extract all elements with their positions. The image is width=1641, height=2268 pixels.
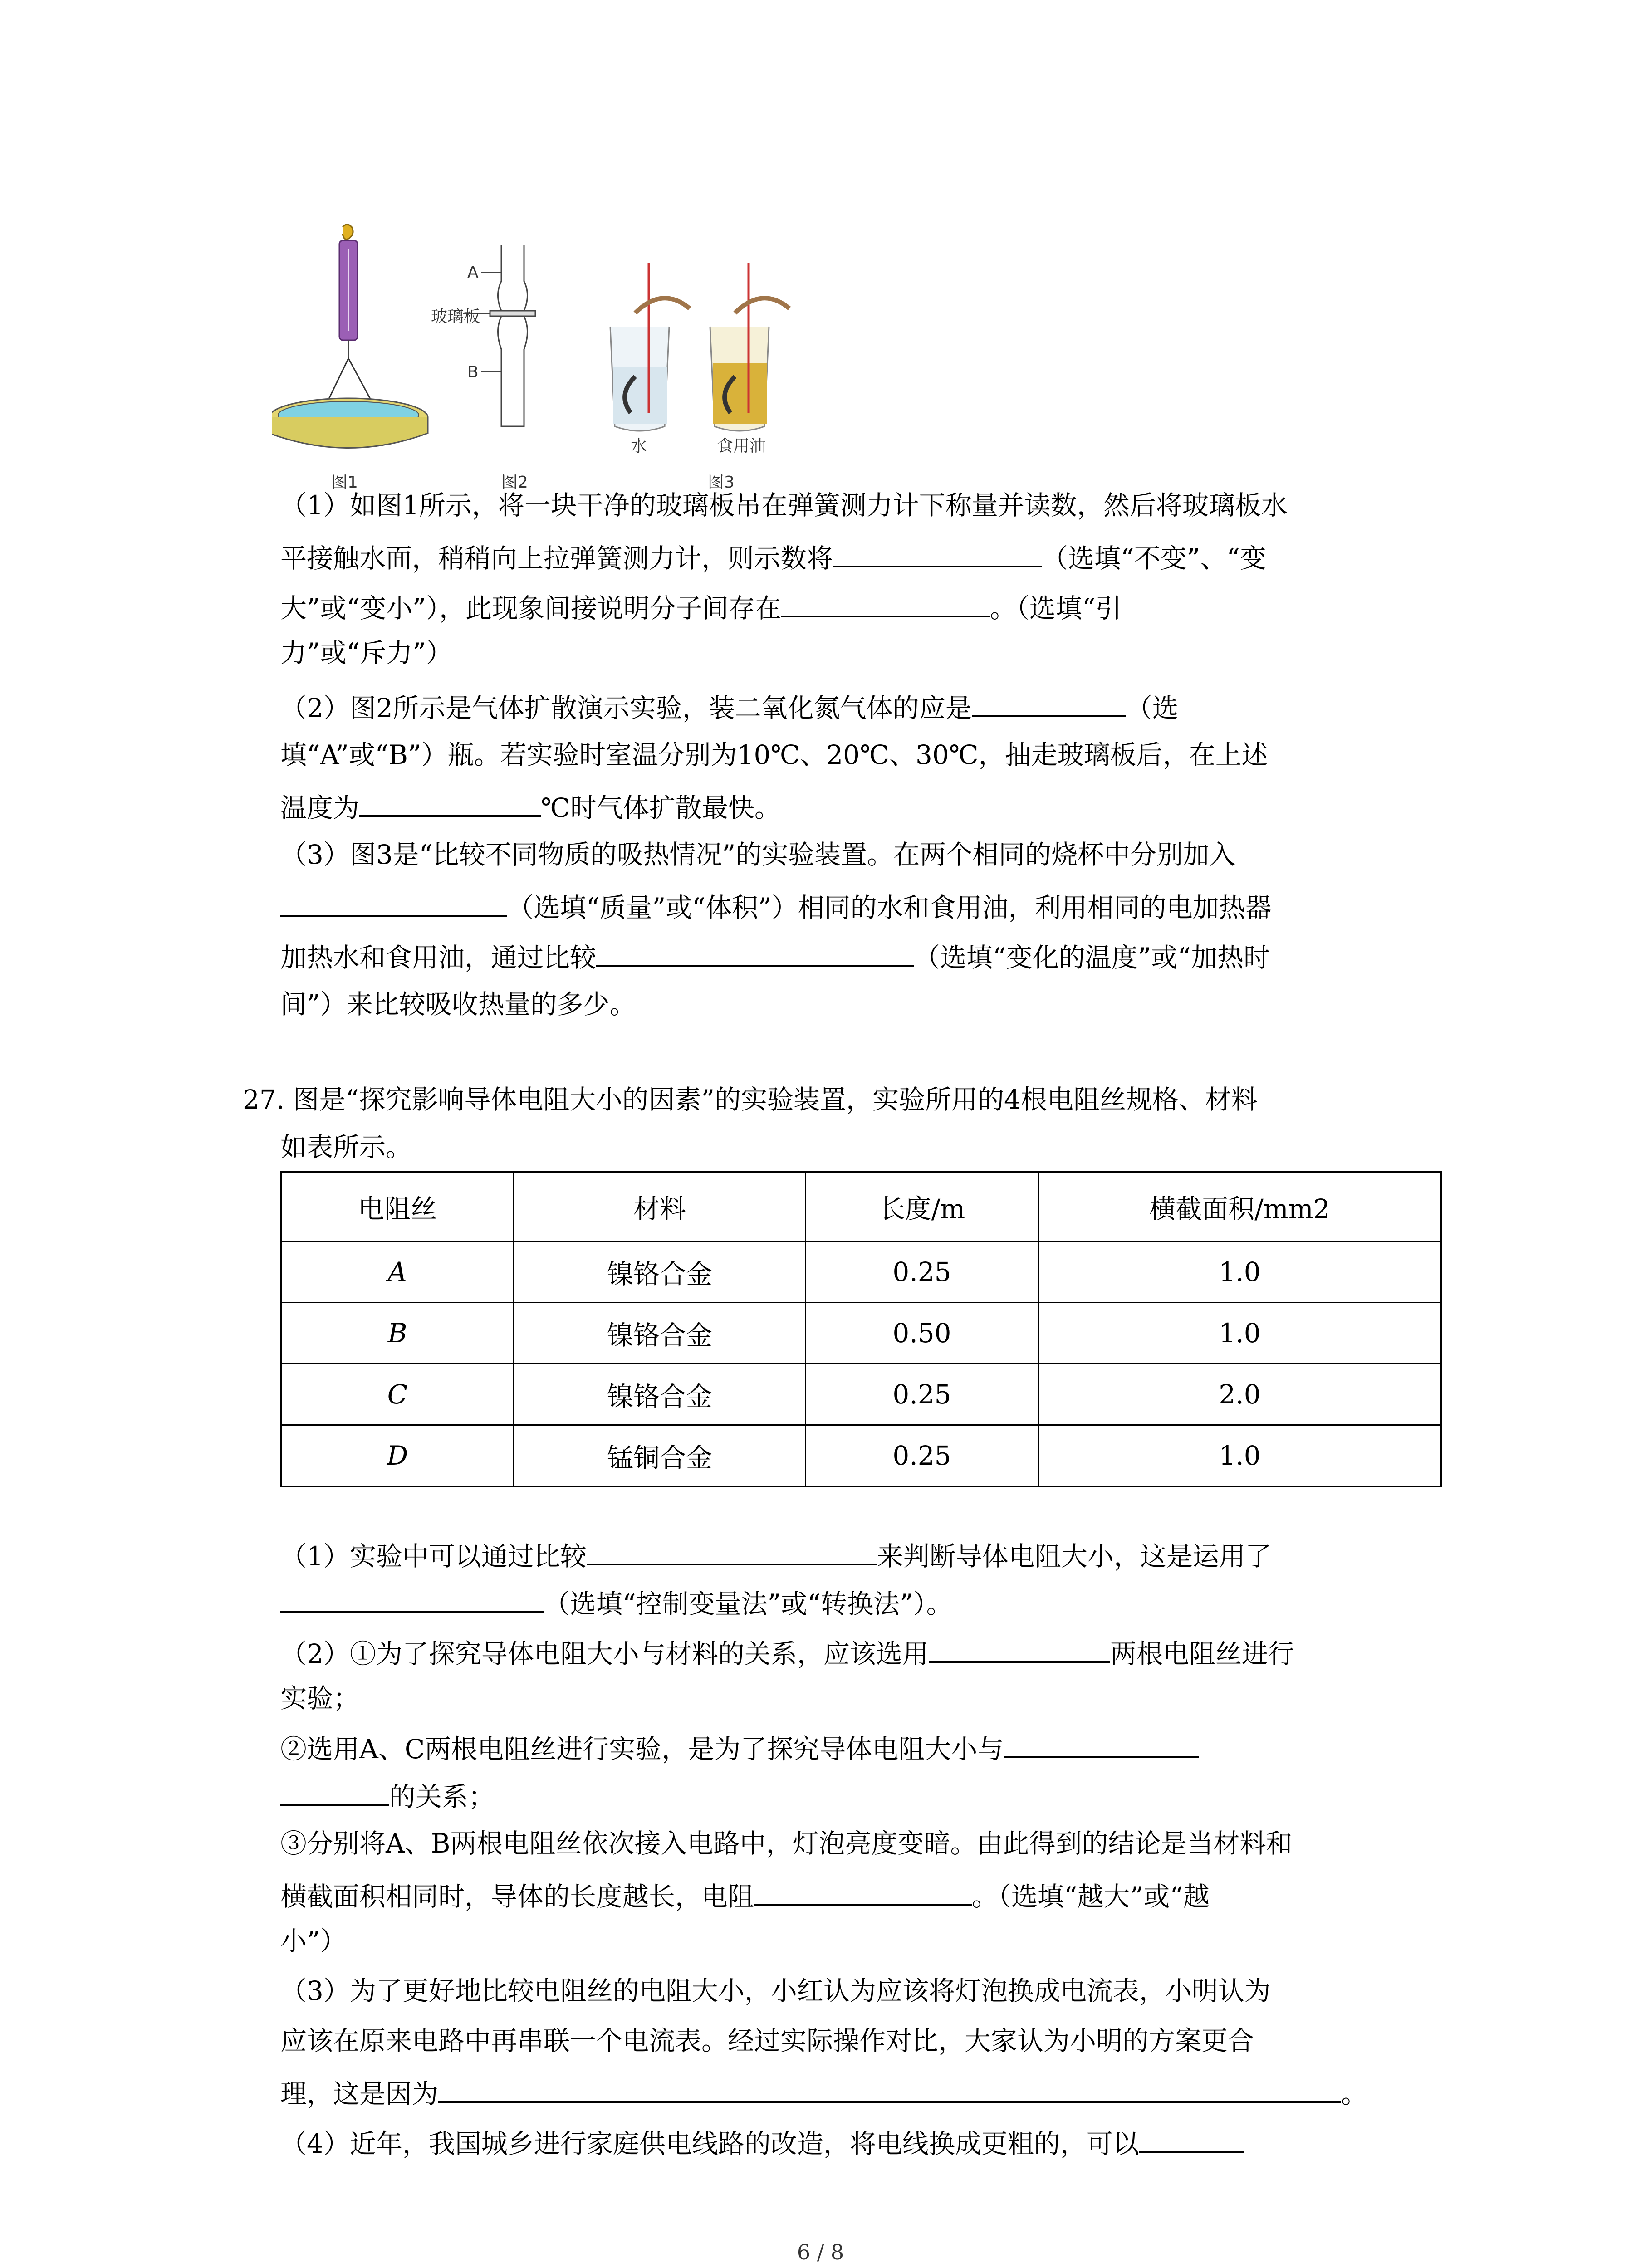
q27-line4: 实验； <box>280 1683 360 1714</box>
figures-row <box>272 222 862 499</box>
fig2-label-plate: 玻璃板 <box>431 308 480 326</box>
answer-blank[interactable] <box>280 1780 389 1806</box>
q26-p3-line2: （选填“质量”或“体积”）相同的水和食用油，利用相同的电加热器 <box>280 891 1272 921</box>
answer-blank[interactable] <box>587 1540 877 1565</box>
table-cell: D <box>281 1425 514 1486</box>
fig1-caption: 图1 <box>331 473 358 492</box>
table-row <box>281 1242 1441 1303</box>
q26-p1-line3: 大”或“变小”），此现象间接说明分子间存在 。（选填“引 <box>280 593 1122 624</box>
table-cell: 1.0 <box>1038 1242 1441 1303</box>
q27-line1: （1）实验中可以通过比较 来判断导体电阻大小，这是运用了 <box>280 1541 1272 1572</box>
answer-blank[interactable] <box>280 891 507 917</box>
table-cell: 0.25 <box>806 1425 1038 1486</box>
table-header-row <box>281 1172 1441 1242</box>
answer-blank[interactable] <box>1139 2127 1244 2153</box>
table-row <box>281 1425 1441 1486</box>
answer-blank[interactable] <box>972 692 1126 717</box>
table-header-cell: 电阻丝 <box>281 1172 514 1242</box>
q26-p2-line3: 温度为 ℃时气体扩散最快。 <box>280 792 781 823</box>
q27-line9: 小”） <box>280 1926 347 1956</box>
q27-intro-line1: 27. 图是“探究影响导体电阻大小的因素”的实验装置，实验所用的4根电阻丝规格、材料 <box>243 1084 1258 1115</box>
table-cell: 2.0 <box>1038 1364 1441 1425</box>
answer-blank[interactable] <box>280 1588 544 1613</box>
table-cell: B <box>281 1303 514 1364</box>
table-cell: 0.25 <box>806 1242 1038 1303</box>
table-header-cell: 横截面积/mm2 <box>1038 1172 1441 1242</box>
q27-line6: 的关系； <box>280 1780 495 1810</box>
q27-line11: 应该在原来电路中再串联一个电流表。经过实际操作对比，大家认为小明的方案更合 <box>280 2025 1254 2056</box>
table-cell: 镍铬合金 <box>514 1364 806 1425</box>
table-header-cell: 长度/m <box>806 1172 1038 1242</box>
resistance-wire-table <box>280 1171 1442 1487</box>
answer-blank[interactable] <box>359 792 541 817</box>
q27-line5: ②选用A、C两根电阻丝进行实验，是为了探究导体电阻大小与 <box>280 1733 1199 1762</box>
fig2-label-b: B <box>467 363 479 381</box>
fig3-caption: 图3 <box>708 473 735 492</box>
q26-p1-line4: 力”或“斥力”） <box>280 637 452 668</box>
q27-line13: （4）近年，我国城乡进行家庭供电线路的改造，将电线换成更粗的，可以 <box>280 2127 1244 2157</box>
table-header-cell: 材料 <box>514 1172 806 1242</box>
fig2-caption: 图2 <box>501 473 528 492</box>
table-row <box>281 1364 1441 1425</box>
fig3-label-water: 水 <box>631 437 647 455</box>
table-cell: C <box>281 1364 514 1425</box>
q26-p2-line2: 填“A”或“B”）瓶。若实验时室温分别为10℃、20℃、30℃，抽走玻璃板后，在上述 <box>280 739 1268 770</box>
table-cell: 0.25 <box>806 1364 1038 1425</box>
q26-p3-line3: 加热水和食用油，通过比较 （选填“变化的温度”或“加热时 <box>280 942 1270 973</box>
answer-blank[interactable] <box>781 592 990 617</box>
q27-line12: 理，这是因为 。 <box>280 2078 1368 2109</box>
answer-blank[interactable] <box>1004 1733 1199 1758</box>
table-cell: 镍铬合金 <box>514 1242 806 1303</box>
answer-blank[interactable] <box>754 1880 972 1906</box>
q26-p3-line4: 间”）来比较吸收热量的多少。 <box>280 989 636 1020</box>
experiment-figures <box>272 222 862 499</box>
table-cell: 锰铜合金 <box>514 1425 806 1486</box>
spring-scale-figure <box>272 225 428 448</box>
q26-p1-line1: （1）如图1所示，将一块干净的玻璃板吊在弹簧测力计下称量并读数，然后将玻璃板水 <box>280 490 1288 521</box>
answer-blank[interactable] <box>833 542 1042 567</box>
beakers-figure <box>610 263 789 431</box>
page-number: 6 / 8 <box>797 2240 844 2264</box>
q27-line7: ③分别将A、B两根电阻丝依次接入电路中，灯泡亮度变暗。由此得到的结论是当材料和 <box>280 1828 1293 1859</box>
q27-line2: （选填“控制变量法”或“转换法”）。 <box>280 1588 953 1617</box>
table-row <box>281 1303 1441 1364</box>
q27-line8: 横截面积相同时，导体的长度越长，电阻 。（选填“越大”或“越 <box>280 1881 1210 1912</box>
answer-blank[interactable] <box>438 2077 1341 2103</box>
table-cell: 1.0 <box>1038 1425 1441 1486</box>
q27-line3: （2）①为了探究导体电阻大小与材料的关系，应该选用 两根电阻丝进行 <box>280 1638 1294 1669</box>
answer-blank[interactable] <box>929 1637 1110 1663</box>
table-cell: A <box>281 1242 514 1303</box>
q27-line10: （3）为了更好地比较电阻丝的电阻大小，小红认为应该将灯泡换成电流表，小明认为 <box>280 1975 1271 2006</box>
table-cell: 镍铬合金 <box>514 1303 806 1364</box>
table-cell: 1.0 <box>1038 1303 1441 1364</box>
table-cell: 0.50 <box>806 1303 1038 1364</box>
q26-p2-line1: （2）图2所示是气体扩散演示实验，装二氧化氮气体的应是 （选 <box>280 693 1179 723</box>
fig2-label-a: A <box>467 263 479 282</box>
q27-intro-line2: 如表所示。 <box>280 1132 412 1163</box>
q26-p1-line2: 平接触水面，稍稍向上拉弹簧测力计，则示数将 （选填“不变”、“变 <box>280 543 1266 574</box>
answer-blank[interactable] <box>596 941 914 967</box>
q26-p3-line1: （3）图3是“比较不同物质的吸热情况”的实验装置。在两个相同的烧杯中分别加入 <box>280 839 1236 870</box>
fig3-label-oil: 食用油 <box>717 437 766 455</box>
